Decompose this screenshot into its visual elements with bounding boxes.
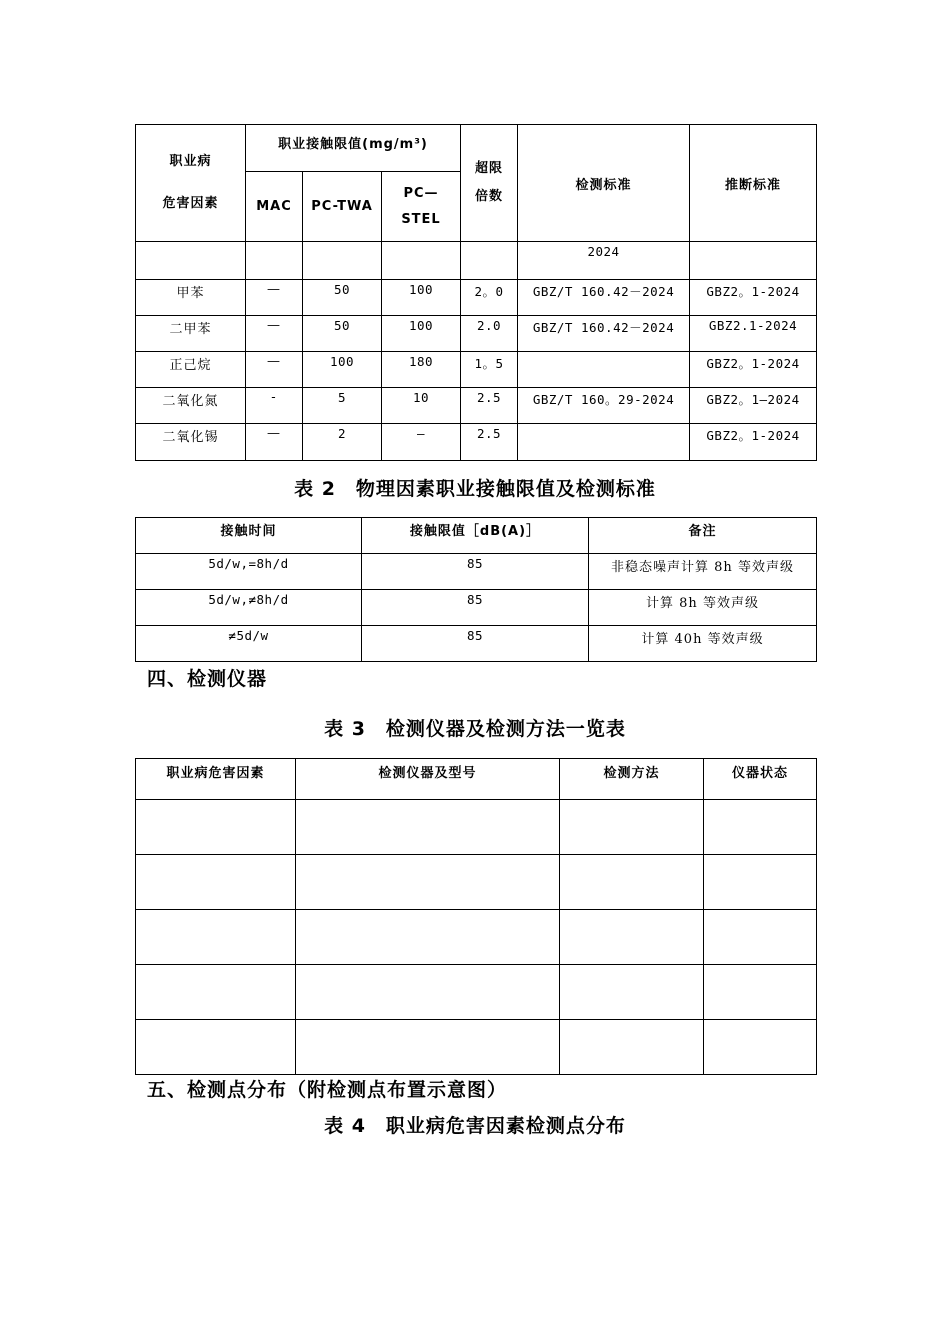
physical-limits-table (135, 517, 817, 662)
table-cell (296, 965, 560, 1020)
table-cell: 2。0 (461, 280, 518, 316)
table-row (136, 280, 817, 316)
table-cell: - (246, 388, 303, 424)
table-row (136, 554, 817, 590)
table-row (136, 910, 817, 965)
table-cell: 5d/w,≠8h/d (136, 590, 362, 626)
table-cell: GBZ/T 160。29-2024 (518, 388, 690, 424)
table-cell (246, 242, 303, 280)
table-cell: 计算 8h 等效声级 (589, 590, 817, 626)
header-pc-twa: PC-TWA (303, 172, 382, 242)
header-pc-stel-line1: PC— (403, 185, 439, 201)
table3-caption: 表 3 检测仪器及检测方法一览表 (324, 718, 626, 740)
table-cell (296, 855, 560, 910)
header-exceed-line2: 倍数 (475, 189, 504, 204)
section-5-heading: 五、检测点分布（附检测点布置示意图） (147, 1079, 508, 1101)
table-cell: ≠5d/w (136, 626, 362, 662)
table-row (136, 388, 817, 424)
table-cell: 二甲苯 (136, 316, 246, 352)
table-cell: 85 (362, 590, 589, 626)
header-instrument-model: 检测仪器及型号 (296, 759, 560, 800)
table-cell (136, 242, 246, 280)
table-cell: 180 (382, 352, 461, 388)
table-cell: 甲苯 (136, 280, 246, 316)
table-cell (704, 910, 817, 965)
header-contact-time: 接触时间 (136, 518, 362, 554)
header-pc-stel (382, 172, 461, 242)
header-factor (136, 125, 246, 242)
table-cell (560, 855, 704, 910)
table-cell (518, 352, 690, 388)
header-mac: MAC (246, 172, 303, 242)
table-cell: 85 (362, 626, 589, 662)
table-cell (296, 1020, 560, 1075)
table-cell: GBZ2。1-2024 (690, 424, 817, 461)
table-cell (303, 242, 382, 280)
table-row (136, 626, 817, 662)
table-cell: 计算 40h 等效声级 (589, 626, 817, 662)
table-cell (136, 965, 296, 1020)
table-cell: GBZ2。1-2024 (690, 352, 817, 388)
table-cell (518, 424, 690, 461)
table-row (136, 800, 817, 855)
header-limit-group: 职业接触限值(mg/m³) (246, 125, 461, 172)
table-cell (461, 242, 518, 280)
table-cell: — (246, 424, 303, 461)
table-cell (560, 910, 704, 965)
table-cell: 100 (382, 280, 461, 316)
table-cell (296, 800, 560, 855)
table-row (136, 965, 817, 1020)
table-row (136, 242, 817, 280)
table-cell (560, 1020, 704, 1075)
table-cell: GBZ/T 160.42－2024 (518, 280, 690, 316)
header-contact-limit: 接触限值［dB(A)］ (362, 518, 589, 554)
header-judge-std: 推断标准 (690, 125, 817, 242)
table-row (136, 424, 817, 461)
header-hazard-factor: 职业病危害因素 (136, 759, 296, 800)
header-remark: 备注 (589, 518, 817, 554)
table-row (136, 855, 817, 910)
header-exceed-line1: 超限 (475, 161, 504, 176)
table-cell: GBZ2。1—2024 (690, 388, 817, 424)
limits-table (135, 124, 817, 461)
table-cell: 50 (303, 316, 382, 352)
table-cell (136, 800, 296, 855)
table-row (136, 352, 817, 388)
table-cell: 2.5 (461, 388, 518, 424)
table-cell: 85 (362, 554, 589, 590)
table-cell (690, 242, 817, 280)
table-cell: 100 (382, 316, 461, 352)
table-cell (560, 800, 704, 855)
table-cell: 5 (303, 388, 382, 424)
table-cell: 2.0 (461, 316, 518, 352)
table-cell (136, 910, 296, 965)
table-cell: 5d/w,=8h/d (136, 554, 362, 590)
header-factor-line2: 危害因素 (162, 196, 219, 211)
header-factor-line1: 职业病 (169, 154, 212, 169)
table-cell (382, 242, 461, 280)
table-cell (704, 800, 817, 855)
table-cell (560, 965, 704, 1020)
header-detect-std: 检测标准 (518, 125, 690, 242)
table-cell: — (246, 316, 303, 352)
table-cell: 正己烷 (136, 352, 246, 388)
table-cell: GBZ2.1-2024 (690, 316, 817, 352)
table-cell: 非稳态噪声计算 8h 等效声级 (589, 554, 817, 590)
header-instrument-status: 仪器状态 (704, 759, 817, 800)
table-cell: 10 (382, 388, 461, 424)
header-exceed (461, 125, 518, 242)
table-cell: 2024 (518, 242, 690, 280)
table-cell (704, 965, 817, 1020)
table-cell (704, 1020, 817, 1075)
table-cell: 二氧化锡 (136, 424, 246, 461)
table-cell: — (246, 280, 303, 316)
instruments-table (135, 758, 817, 1075)
header-pc-stel-line2: STEL (401, 211, 441, 227)
table-cell: — (246, 352, 303, 388)
table-cell: 2 (303, 424, 382, 461)
section-4-heading: 四、检测仪器 (147, 668, 268, 690)
table-cell (136, 1020, 296, 1075)
table-cell: 1。5 (461, 352, 518, 388)
table-row (136, 590, 817, 626)
table-cell: 2.5 (461, 424, 518, 461)
table-row (136, 316, 817, 352)
table-cell: — (382, 424, 461, 461)
table-row (136, 1020, 817, 1075)
table-cell: 100 (303, 352, 382, 388)
header-detect-method: 检测方法 (560, 759, 704, 800)
table-cell: 二氧化氮 (136, 388, 246, 424)
table-cell (704, 855, 817, 910)
table4-caption: 表 4 职业病危害因素检测点分布 (324, 1115, 626, 1137)
table2-caption: 表 2 物理因素职业接触限值及检测标准 (294, 478, 656, 500)
table-cell (136, 855, 296, 910)
table-cell: GBZ/T 160.42－2024 (518, 316, 690, 352)
table-cell: 50 (303, 280, 382, 316)
table-cell: GBZ2。1-2024 (690, 280, 817, 316)
table-cell (296, 910, 560, 965)
